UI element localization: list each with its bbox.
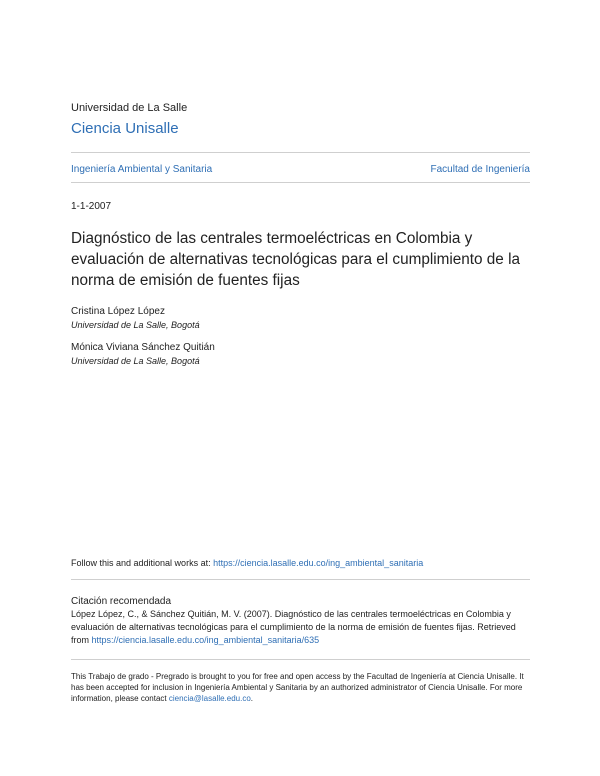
header-divider	[71, 152, 530, 153]
footer-notice	[71, 671, 533, 704]
collection-divider	[71, 182, 530, 183]
citation-link[interactable]: https://ciencia.lasalle.edu.co/ing_ambiental_sanitaria/635	[91, 635, 320, 645]
author-affiliation: Universidad de La Salle, Bogotá	[71, 320, 200, 330]
citation-divider	[71, 579, 530, 580]
citation-heading: Citación recomendada	[71, 596, 172, 607]
collection-link[interactable]: Ingeniería Ambiental y Sanitaria	[71, 164, 213, 175]
author-name: Cristina López López	[71, 306, 165, 317]
repository-link[interactable]: Ciencia Unisalle	[71, 120, 179, 137]
footer-end: .	[250, 694, 254, 703]
author-affiliation: Universidad de La Salle, Bogotá	[71, 356, 200, 366]
citation-body: López López, C., & Sánchez Quitián, M. V. (2007). Diagnóstico de las centrales termoeléctricas en Colombia y evaluación de alternativas tecnológicas para el cumplimiento de la norma de emisión de fuentes fijas. Retrieved from	[71, 609, 516, 645]
contact-email-link[interactable]: ciencia@lasalle.edu.co	[168, 694, 251, 703]
author-name: Mónica Viviana Sánchez Quitián	[71, 342, 215, 353]
publication-date: 1-1-2007	[71, 201, 112, 212]
faculty-link[interactable]: Facultad de Ingeniería	[430, 164, 530, 175]
footer-divider	[71, 659, 530, 660]
footer-text: This Trabajo de grado - Pregrado is brought to you for free and open access by the Facultad de Ingeniería at Ciencia Unisalle. It has been accepted for inclusion in Ingeniería Ambiental y Sanitaria by an authorized administrator of Ciencia Unisalle. For more information, please contact	[71, 672, 524, 703]
document-title: Diagnóstico de las centrales termoeléctricas en Colombia y evaluación de alternativas tecnológicas para el cumplimiento de la norma de emisión de fuentes fijas	[71, 230, 520, 289]
follow-text: Follow this and additional works at:	[71, 558, 214, 568]
institution-name: Universidad de La Salle	[71, 102, 188, 114]
citation-text	[71, 608, 533, 647]
follow-line	[71, 558, 423, 568]
follow-link[interactable]: https://ciencia.lasalle.edu.co/ing_ambiental_sanitaria	[213, 558, 424, 568]
